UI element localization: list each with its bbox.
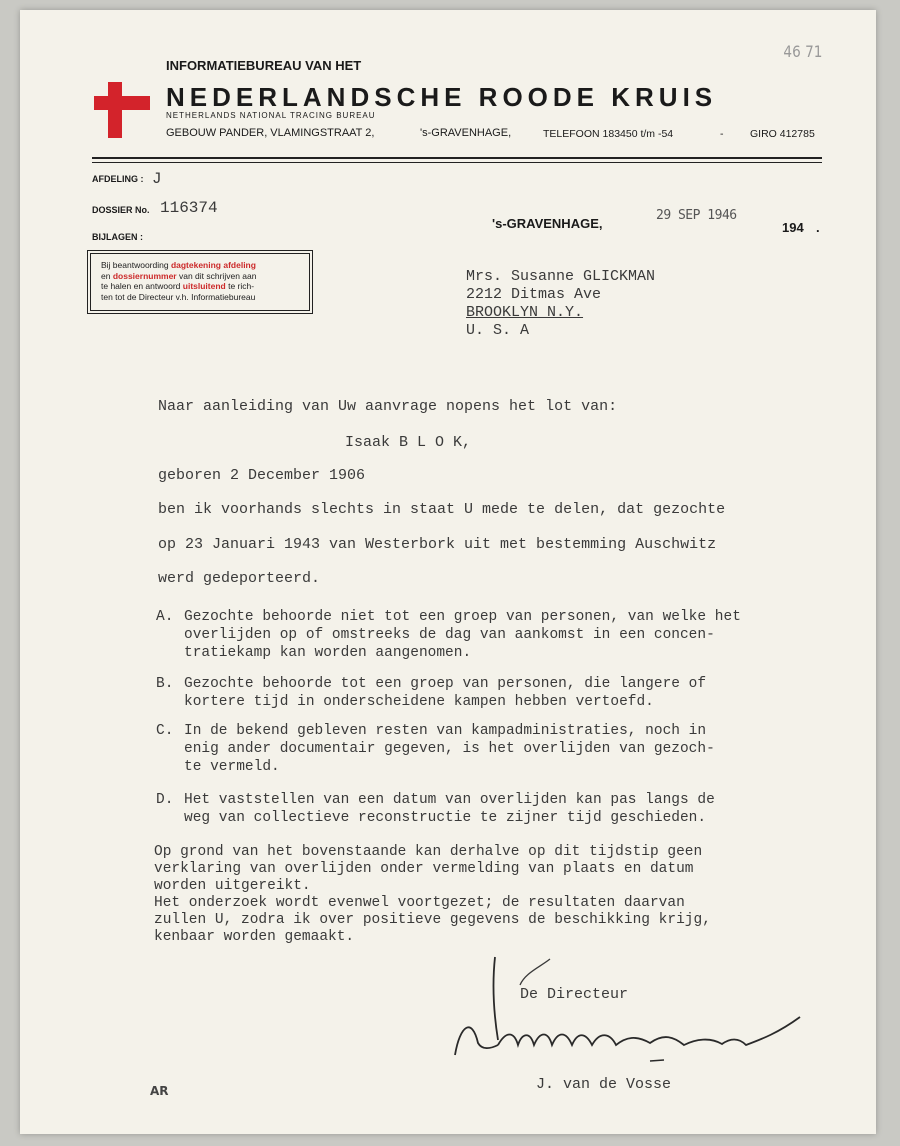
notice-text: Bij beantwoording	[101, 260, 171, 270]
body-person: Isaak B L O K,	[345, 434, 472, 451]
dossier-label: DOSSIER No.	[92, 205, 150, 215]
notice-box	[90, 253, 310, 311]
list-item-label: A.	[156, 609, 174, 625]
bijlagen-label: BIJLAGEN :	[92, 232, 144, 242]
notice-highlight: dagtekening afdeling	[170, 260, 256, 270]
recipient-country: U. S. A	[466, 322, 530, 339]
date-dot: .	[816, 220, 820, 235]
letterhead-giro: GIRO 412785	[750, 128, 815, 140]
recipient-street: 2212 Ditmas Ave	[466, 286, 602, 303]
list-item-text: Het vaststellen van een datum van overlijden kan pas langs de weg van collectieve reconstructie te zijner tijd geschieden.	[184, 792, 715, 826]
closing-line: worden uitgereikt.	[154, 878, 311, 894]
handwritten-signature	[450, 945, 810, 1065]
body-p2: op 23 Januari 1943 van Westerbork uit met bestemming Auschwitz	[158, 536, 717, 553]
signature-name: J. van de Vosse	[536, 1076, 672, 1093]
afdeling-value: J	[152, 170, 162, 188]
letterhead-telefoon: TELEFOON 183450 t/m -54	[543, 128, 674, 140]
signature-title: De Directeur	[520, 986, 629, 1003]
list-item-text: Gezochte behoorde tot een groep van personen, die langere of kortere tijd in onderscheidene kampen hebben vertoefd.	[184, 676, 707, 710]
list-item-label: D.	[156, 792, 174, 808]
notice-text: en	[101, 270, 113, 281]
letterhead-title: NEDERLANDSCHE ROODE KRUIS	[166, 82, 718, 112]
recipient-city: BROOKLYN N.Y.	[466, 304, 584, 321]
list-item-label: C.	[156, 723, 174, 739]
letterhead-subtitle: NETHERLANDS NATIONAL TRACING BUREAU	[166, 111, 376, 120]
list-item-text: Gezochte behoorde niet tot een groep van personen, van welke het overlijden op of omstreeks de dag van aankomst in een concen- tratiekamp kan worden aangenomen.	[184, 609, 741, 661]
list-item-text: In de bekend gebleven resten van kampadministraties, noch in enig ander documentair gegeven, is het overlijden van gezoch- te vermeld.	[184, 723, 715, 775]
closing-line: Op grond van het bovenstaande kan derhalve op dit tijdstip geen	[154, 844, 703, 860]
letterhead-dash: -	[720, 128, 724, 140]
closing-line: verklaring van overlijden onder vermelding van plaats en datum	[154, 861, 694, 877]
letter-page	[20, 10, 876, 1134]
notice-highlight: dossiernummer	[112, 270, 177, 281]
header-rule-thin	[92, 162, 822, 163]
letterhead-address: GEBOUW PANDER, VLAMINGSTRAAT 2,	[166, 127, 375, 139]
body-p1: ben ik voorhands slechts in staat U mede te delen, dat gezochte	[158, 501, 726, 518]
date-stamp: 29 SEP 1946	[656, 208, 737, 223]
closing-line: Het onderzoek wordt evenwel voortgezet; de resultaten daarvan	[154, 895, 685, 911]
initials: AR	[150, 1084, 169, 1098]
closing-line: kenbaar worden gemaakt.	[154, 929, 355, 945]
recipient-name: Mrs. Susanne GLICKMAN	[466, 268, 656, 285]
notice-text: ten tot de Directeur v.h. Informatiebureau	[101, 291, 256, 302]
body-intro: Naar aanleiding van Uw aanvrage nopens het lot van:	[158, 398, 618, 415]
body-born: geboren 2 December 1906	[158, 467, 366, 484]
notice-text: te halen en antwoord	[101, 281, 183, 291]
afdeling-label: AFDELING :	[92, 174, 144, 184]
notice-highlight: uitsluitend	[182, 281, 226, 291]
list-item-label: B.	[156, 676, 174, 692]
header-rule-thick	[92, 157, 822, 159]
letterhead-line1: INFORMATIEBUREAU VAN HET	[166, 58, 362, 73]
corner-note: 46 71	[783, 42, 823, 61]
notice-text: van dit schrijven aan	[176, 270, 257, 281]
closing-line: zullen U, zodra ik over positieve gegevens de beschikking krijg,	[154, 912, 711, 928]
notice-text: te rich-	[225, 281, 255, 291]
date-place: 's-GRAVENHAGE,	[492, 216, 603, 231]
body-p3: werd gedeporteerd.	[158, 570, 321, 587]
letterhead-city: 's-GRAVENHAGE,	[420, 127, 512, 139]
dossier-value: 116374	[160, 199, 218, 217]
date-year: 194	[782, 220, 804, 235]
